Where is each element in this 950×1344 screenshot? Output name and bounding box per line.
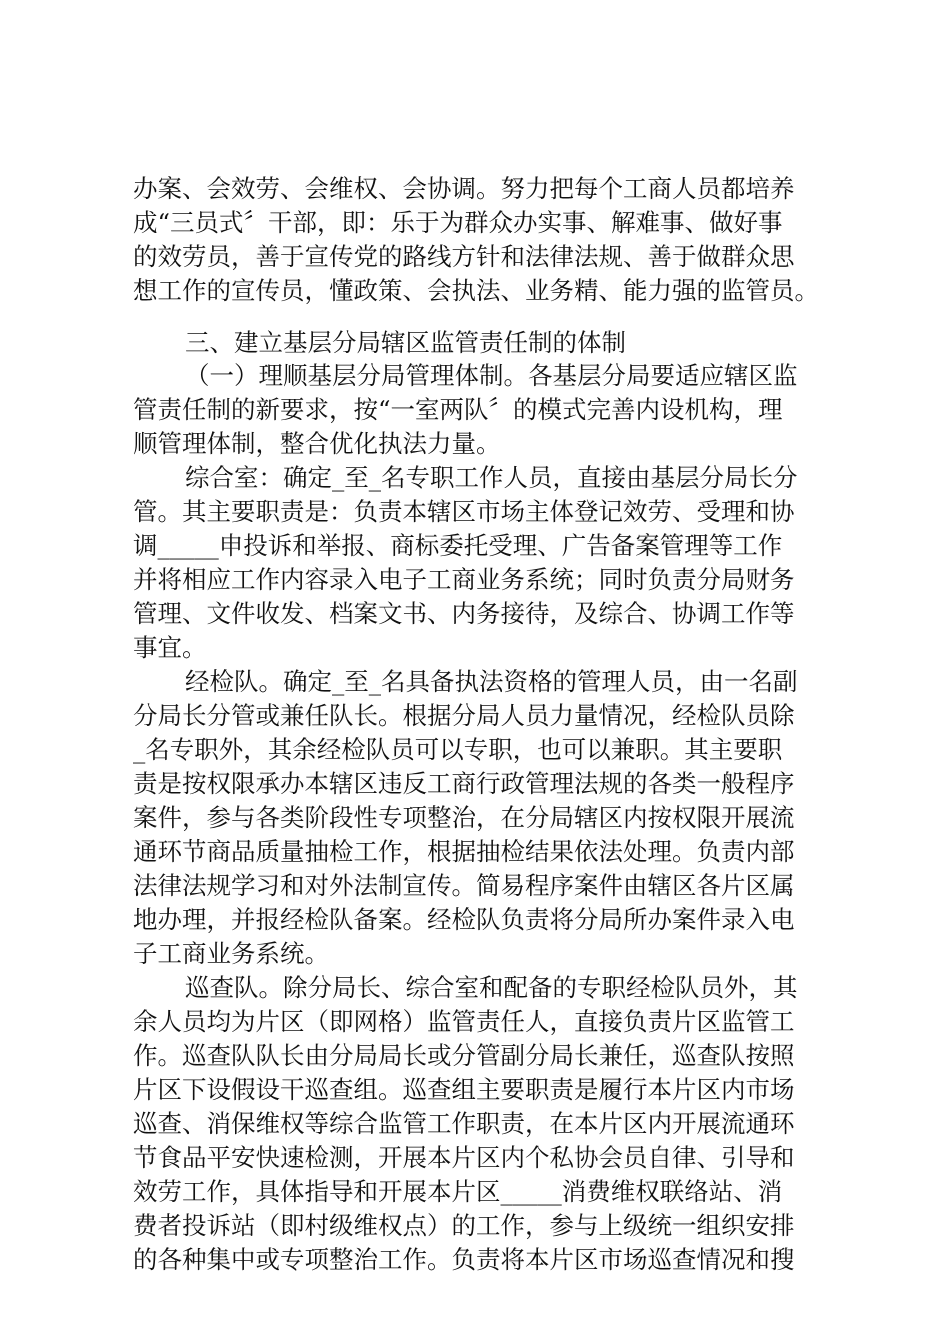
text-line: 地办理，并报经检队备案。经检队负责将分局所办案件录入电	[133, 905, 795, 934]
paragraph-start: 经检队。确定_至_名具备执法资格的管理人员，由一名副	[185, 667, 798, 696]
text-line: 调_____申投诉和举报、商标委托受理、广告备案管理等工作	[133, 531, 783, 560]
text-line: 效劳工作，具体指导和开展本片区_____消费维权联络站、消	[133, 1177, 783, 1206]
text-line: 案件，参与各类阶段性专项整治，在分局辖区内按权限开展流	[133, 803, 795, 832]
text-line: 作。巡查队队长由分局局长或分管副分局长兼任，巡查队按照	[133, 1041, 795, 1070]
paragraph-start: 综合室：确定_至_名专职工作人员，直接由基层分局长分	[185, 463, 798, 492]
text-line: 办案、会效劳、会维权、会协调。努力把每个工商人员都培养	[133, 174, 795, 203]
text-line: 的效劳员，善于宣传党的路线方针和法律法规、善于做群众思	[133, 242, 795, 271]
text-line: 管责任制的新要求，按“一室两队〞的模式完善内设机构，理	[133, 395, 783, 424]
text-line: 事宜。	[133, 633, 207, 662]
text-line: 法律法规学习和对外法制宣传。简易程序案件由辖区各片区属	[133, 871, 795, 900]
text-line: 片区下设假设干巡查组。巡查组主要职责是履行本片区内市场	[133, 1075, 795, 1104]
paragraph-start: 巡查队。除分局长、综合室和配备的专职经检队员外，其	[185, 973, 798, 1002]
text-line: 责是按权限承办本辖区违反工商行政管理法规的各类一般程序	[133, 769, 795, 798]
text-line: 节食品平安快速检测，开展本片区内个私协会员自律、引导和	[133, 1143, 795, 1172]
text-line: 巡查、消保维权等综合监管工作职责，在本片区内开展流通环	[133, 1109, 795, 1138]
text-line: 通环节商品质量抽检工作，根据抽检结果依法处理。负责内部	[133, 837, 795, 866]
text-line: 的各种集中或专项整治工作。负责将本片区市场巡查情况和搜	[133, 1245, 795, 1274]
text-line: 成“三员式〞干部，即：乐于为群众办实事、解难事、做好事	[133, 208, 783, 237]
text-line: 余人员均为片区（即网格）监管责任人，直接负责片区监管工	[133, 1007, 795, 1036]
text-line: 分局长分管或兼任队长。根据分局人员力量情况，经检队员除	[133, 701, 795, 730]
text-line: 子工商业务系统。	[133, 939, 329, 968]
text-line: _名专职外，其余经检队员可以专职，也可以兼职。其主要职	[133, 735, 783, 764]
text-line: 管理、文件收发、档案文书、内务接待，及综合、协调工作等	[133, 599, 795, 628]
text-line: 并将相应工作内容录入电子工商业务系统；同时负责分局财务	[133, 565, 795, 594]
text-line: 顺管理体制，整合优化执法力量。	[133, 429, 501, 458]
subsection-heading: （一）理顺基层分局管理体制。各基层分局要适应辖区监	[185, 361, 798, 390]
text-line: 想工作的宣传员，懂政策、会执法、业务精、能力强的监管员。	[133, 276, 819, 305]
text-line: 费者投诉站（即村级维权点）的工作，参与上级统一组织安排	[133, 1211, 795, 1240]
text-line: 管。其主要职责是：负责本辖区市场主体登记效劳、受理和协	[133, 497, 795, 526]
section-heading: 三、建立基层分局辖区监管责任制的体制	[185, 328, 626, 357]
